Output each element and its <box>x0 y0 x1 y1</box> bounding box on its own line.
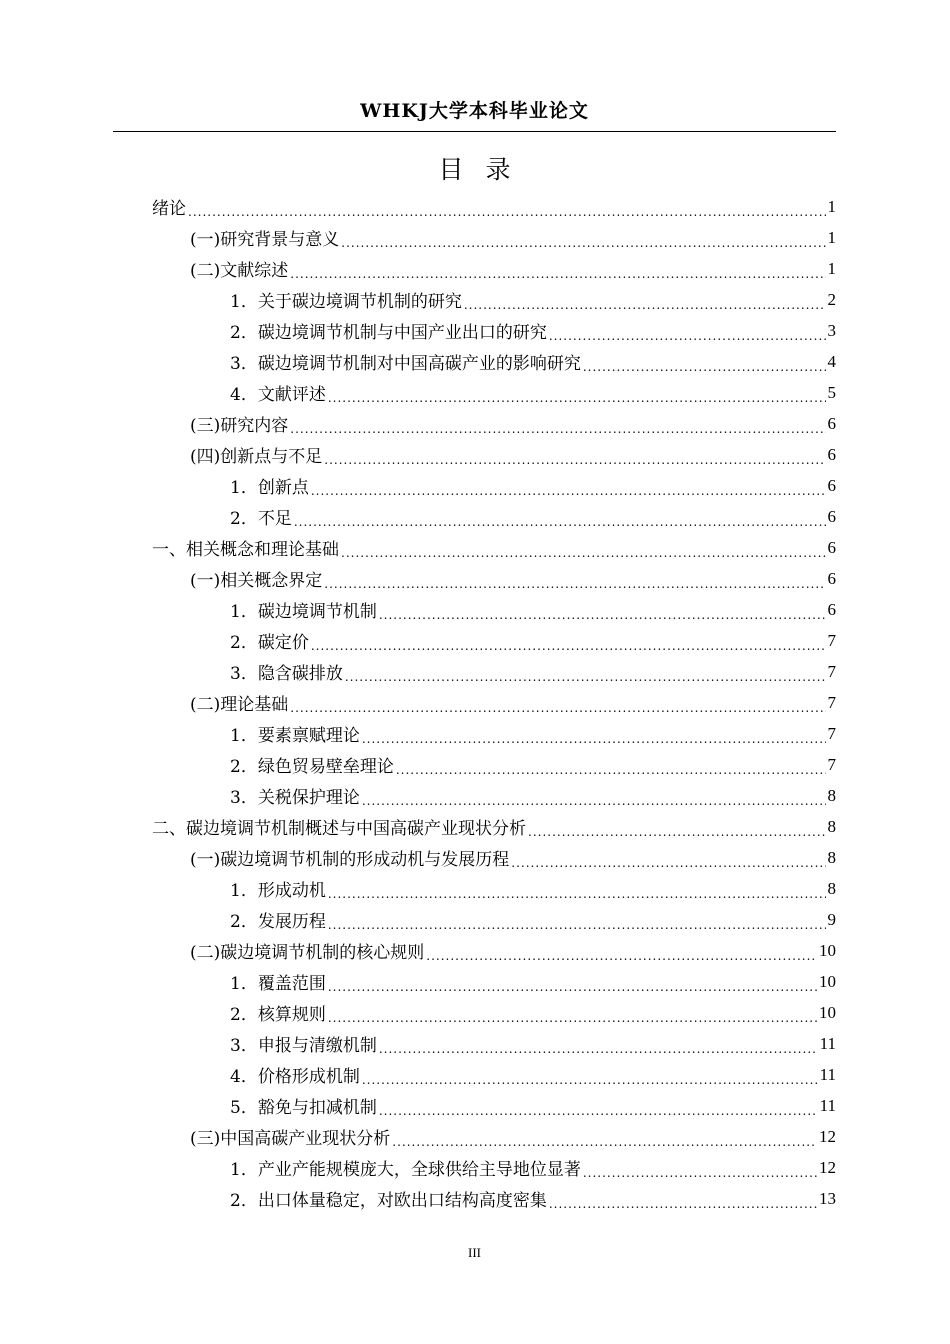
toc-leader-dots <box>549 325 826 342</box>
toc-entry-label: 2．核算规则 <box>230 1005 326 1025</box>
toc-leader-dots <box>294 511 826 528</box>
toc-entry-page: 6 <box>827 506 836 526</box>
toc-entry-page: 7 <box>827 661 836 681</box>
toc-leader-dots <box>511 852 825 869</box>
toc-entry-label: 3．隐含碳排放 <box>230 664 343 684</box>
toc-leader-dots <box>328 914 826 931</box>
toc-entry[interactable] <box>152 1152 836 1183</box>
toc-entry-label: (四)创新点与不足 <box>190 447 323 467</box>
toc-entry-page: 6 <box>827 413 836 433</box>
toc-entry-page: 6 <box>827 537 836 557</box>
toc-entry[interactable] <box>152 625 836 656</box>
toc-entry[interactable] <box>152 997 836 1028</box>
toc-entry-label: 4．文献评述 <box>230 385 326 405</box>
toc-leader-dots <box>583 356 826 373</box>
running-header: WHKJ大学本科毕业论文 <box>360 100 589 122</box>
page-number: III <box>468 1245 481 1260</box>
toc-entry-page: 8 <box>827 878 836 898</box>
toc-leader-dots <box>328 1007 817 1024</box>
toc-entry-page: 2 <box>827 289 836 309</box>
toc-entry[interactable] <box>152 656 836 687</box>
toc-entry[interactable] <box>152 1028 836 1059</box>
toc-leader-dots <box>328 387 826 404</box>
toc-leader-dots <box>290 263 825 280</box>
toc-leader-dots <box>392 1131 817 1148</box>
toc-entry[interactable] <box>152 439 836 470</box>
toc-entry-page: 10 <box>819 1002 836 1022</box>
toc-entry-label: 二、碳边境调节机制概述与中国高碳产业现状分析 <box>152 819 526 839</box>
toc-title: 目录 <box>438 155 533 184</box>
toc-leader-dots <box>396 759 826 776</box>
toc-entry-page: 12 <box>819 1157 836 1177</box>
toc-leader-dots <box>528 821 826 838</box>
header-rule <box>113 131 836 132</box>
toc-entry-label: 1．形成动机 <box>230 881 326 901</box>
toc-entry[interactable] <box>152 408 836 439</box>
toc-leader-dots <box>362 728 826 745</box>
toc-entry-label: 3．关税保护理论 <box>230 788 360 808</box>
toc-entry-page: 10 <box>819 971 836 991</box>
toc-leader-dots <box>324 573 825 590</box>
toc-entry-label: 2．碳定价 <box>230 633 309 653</box>
toc-entry-label: (三)中国高碳产业现状分析 <box>190 1129 391 1149</box>
toc-entry-label: 1．覆盖范围 <box>230 974 326 994</box>
toc-leader-dots <box>426 945 817 962</box>
toc-entry-label: 3．申报与清缴机制 <box>230 1036 377 1056</box>
toc-entry[interactable] <box>152 594 836 625</box>
toc-entry-label: 2．出口体量稳定，对欧出口结构高度密集 <box>230 1191 547 1211</box>
toc-entry-label: 2．不足 <box>230 509 292 529</box>
toc-leader-dots <box>328 976 817 993</box>
toc-entry[interactable] <box>152 346 836 377</box>
toc-entry-page: 11 <box>819 1033 836 1053</box>
toc-leader-dots <box>379 1038 818 1055</box>
toc-entry[interactable] <box>152 501 836 532</box>
toc-entry-label: (二)碳边境调节机制的核心规则 <box>190 943 425 963</box>
toc-leader-dots <box>311 635 826 652</box>
toc-entry-page: 1 <box>827 258 836 278</box>
toc-entry[interactable] <box>152 377 836 408</box>
toc-entry[interactable] <box>152 532 836 563</box>
toc-entry-label: 2．绿色贸易壁垒理论 <box>230 757 394 777</box>
toc-entry-page: 6 <box>827 568 836 588</box>
toc-entry[interactable] <box>152 470 836 501</box>
toc-leader-dots <box>341 232 825 249</box>
toc-entry-label: (二)文献综述 <box>190 261 289 281</box>
toc-entry[interactable] <box>152 873 836 904</box>
toc-entry-label: 绪论 <box>152 199 186 219</box>
toc-entry-label: 1．碳边境调节机制 <box>230 602 377 622</box>
toc-entry-page: 7 <box>827 692 836 712</box>
toc-entry[interactable] <box>152 284 836 315</box>
toc-entry-page: 8 <box>827 816 836 836</box>
toc-entry[interactable] <box>152 253 836 284</box>
toc-entry-page: 8 <box>827 847 836 867</box>
toc-entry-page: 6 <box>827 599 836 619</box>
toc-leader-dots <box>290 418 825 435</box>
toc-entry-label: 5．豁免与扣减机制 <box>230 1098 377 1118</box>
toc-entry-page: 6 <box>827 475 836 495</box>
toc-entry-page: 7 <box>827 630 836 650</box>
toc-entry-page: 7 <box>827 754 836 774</box>
toc-entry-page: 3 <box>827 320 836 340</box>
toc-leader-dots <box>362 790 826 807</box>
toc-entry-page: 13 <box>819 1188 836 1208</box>
toc-entry-label: 一、相关概念和理论基础 <box>152 540 339 560</box>
table-of-contents <box>152 191 836 1214</box>
toc-entry-page: 11 <box>819 1064 836 1084</box>
toc-leader-dots <box>341 542 826 559</box>
toc-entry[interactable] <box>152 811 836 842</box>
toc-entry[interactable] <box>152 1059 836 1090</box>
toc-entry-page: 7 <box>827 723 836 743</box>
toc-leader-dots <box>362 1069 818 1086</box>
toc-entry-page: 12 <box>819 1126 836 1146</box>
toc-entry-page: 9 <box>827 909 836 929</box>
toc-entry-label: 2．碳边境调节机制与中国产业出口的研究 <box>230 323 547 343</box>
toc-entry-page: 4 <box>827 351 836 371</box>
toc-entry-page: 11 <box>819 1095 836 1115</box>
toc-leader-dots <box>290 697 825 714</box>
toc-entry-label: 2．发展历程 <box>230 912 326 932</box>
toc-entry[interactable] <box>152 1121 836 1152</box>
toc-entry-label: 4．价格形成机制 <box>230 1067 360 1087</box>
toc-leader-dots <box>379 604 826 621</box>
toc-entry-label: (三)研究内容 <box>190 416 289 436</box>
toc-entry[interactable] <box>152 842 836 873</box>
toc-entry[interactable] <box>152 904 836 935</box>
toc-entry-label: 1．要素禀赋理论 <box>230 726 360 746</box>
toc-entry-label: 1．关于碳边境调节机制的研究 <box>230 292 462 312</box>
toc-entry[interactable] <box>152 687 836 718</box>
toc-leader-dots <box>311 480 826 497</box>
toc-entry[interactable] <box>152 966 836 997</box>
toc-entry-page: 10 <box>819 940 836 960</box>
toc-entry-label: 3．碳边境调节机制对中国高碳产业的影响研究 <box>230 354 581 374</box>
toc-entry[interactable] <box>152 222 836 253</box>
toc-leader-dots <box>583 1162 817 1179</box>
toc-entry-page: 6 <box>827 444 836 464</box>
toc-leader-dots <box>549 1193 817 1210</box>
toc-entry-page: 8 <box>827 785 836 805</box>
toc-entry-label: (二)理论基础 <box>190 695 289 715</box>
toc-entry-label: (一)相关概念界定 <box>190 571 323 591</box>
toc-entry[interactable] <box>152 1090 836 1121</box>
toc-leader-dots <box>328 883 826 900</box>
toc-entry[interactable] <box>152 1183 836 1214</box>
toc-entry[interactable] <box>152 563 836 594</box>
toc-entry[interactable] <box>152 935 836 966</box>
toc-leader-dots <box>379 1100 818 1117</box>
toc-entry[interactable] <box>152 718 836 749</box>
toc-entry[interactable] <box>152 191 836 222</box>
toc-entry-label: (一)碳边境调节机制的形成动机与发展历程 <box>190 850 510 870</box>
toc-entry[interactable] <box>152 749 836 780</box>
toc-entry-page: 1 <box>827 227 836 247</box>
toc-leader-dots <box>345 666 826 683</box>
toc-leader-dots <box>464 294 826 311</box>
toc-leader-dots <box>188 201 826 218</box>
toc-entry-page: 5 <box>827 382 836 402</box>
toc-leader-dots <box>324 449 825 466</box>
toc-entry-label: 1．产业产能规模庞大，全球供给主导地位显著 <box>230 1160 581 1180</box>
toc-entry[interactable] <box>152 315 836 346</box>
toc-entry-label: (一)研究背景与意义 <box>190 230 340 250</box>
toc-entry-label: 1．创新点 <box>230 478 309 498</box>
toc-entry[interactable] <box>152 780 836 811</box>
toc-entry-page: 1 <box>827 196 836 216</box>
